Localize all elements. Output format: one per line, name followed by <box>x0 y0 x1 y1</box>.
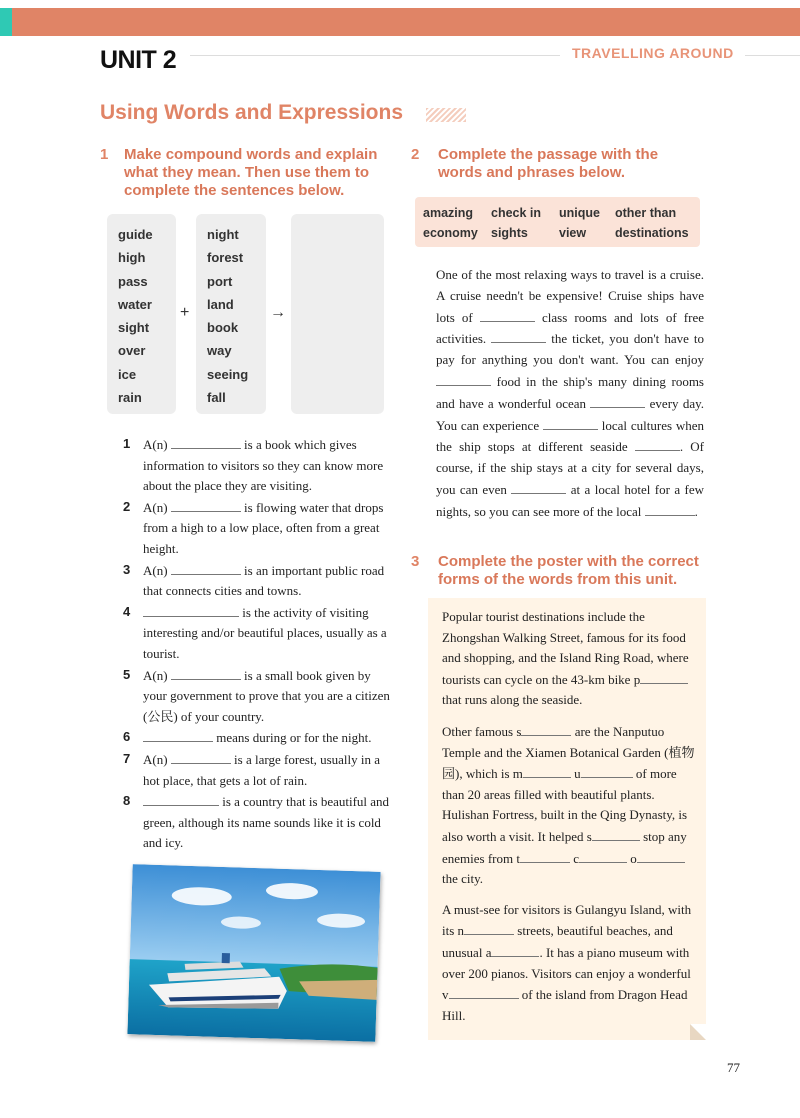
passage-text: every day. You can experience <box>436 395 705 433</box>
poster-text: the city. <box>442 871 484 887</box>
word-column-2 <box>207 223 248 409</box>
page-number: 77 <box>727 1060 740 1075</box>
word-bank-item: economy <box>423 226 478 240</box>
task2-number: 2 <box>411 146 420 163</box>
poster-paragraph <box>442 721 700 890</box>
answer-blank[interactable] <box>143 791 219 806</box>
answer-blank[interactable] <box>449 984 519 999</box>
answer-blank[interactable] <box>511 479 566 494</box>
list-item <box>123 791 393 854</box>
arrow-right-icon: → <box>270 304 286 321</box>
task2-instruction-line: Complete the passage with the <box>438 146 659 163</box>
answer-blank[interactable] <box>171 434 241 449</box>
task1-instruction-line: Make compound words and explain <box>124 146 378 163</box>
answer-blank[interactable] <box>480 307 535 322</box>
item-prefix: A(n) <box>143 667 168 683</box>
task1-sentences <box>123 434 393 854</box>
item-text: is the activity of visiting interesting and/or beautiful places, usually as a tourist. <box>143 604 387 661</box>
answer-blank[interactable] <box>521 721 571 736</box>
word: sight <box>118 320 150 336</box>
task2-instruction-line: words and phrases below. <box>438 164 625 181</box>
poster-text: A must-see for visitors is Gulangyu Island, with its n <box>442 901 692 939</box>
task2-instruction <box>438 146 658 182</box>
item-number: 6 <box>123 729 131 745</box>
poster-paragraph <box>442 607 700 711</box>
passage-text: class rooms and lots of free activities. <box>436 309 705 347</box>
poster-text: o <box>627 850 637 866</box>
xiamen-poster <box>442 607 700 1036</box>
word-column-1 <box>118 223 153 409</box>
task1-instruction-line: complete the sentences below. <box>124 182 345 199</box>
poster-text: of more than 20 areas filled with beautiful plants. Hulishan Fortress, built in the Qing Dynasty, is also worth a visit. It helped s <box>442 766 688 844</box>
plus-sign: + <box>180 304 190 321</box>
task1-number: 1 <box>100 146 109 163</box>
answer-blank[interactable] <box>491 942 539 957</box>
answer-blank[interactable] <box>590 393 645 408</box>
item-number: 3 <box>123 561 131 577</box>
item-text: is a large forest, usually in a hot place, that gets a lot of rain. <box>143 751 381 788</box>
word: way <box>207 343 232 359</box>
item-number: 5 <box>123 666 131 682</box>
answer-blank[interactable] <box>171 749 231 764</box>
word: pass <box>118 273 148 289</box>
answer-blank[interactable] <box>645 501 695 516</box>
word: ice <box>118 366 137 382</box>
answer-blank[interactable] <box>464 920 514 935</box>
word: night <box>207 227 239 242</box>
word: seeing <box>207 366 249 382</box>
answer-blank[interactable] <box>171 497 241 512</box>
poster-paragraph <box>442 900 700 1027</box>
answer-blank[interactable] <box>171 560 241 575</box>
word: land <box>207 296 234 312</box>
item-number: 2 <box>123 498 131 514</box>
poster-text: . It has a piano museum with over 200 pianos. Visitors can enjoy a wonderful v <box>442 944 691 1003</box>
list-item <box>123 665 393 728</box>
passage-text: local cultures when the ship stops at different seaside <box>436 417 705 455</box>
answer-blank[interactable] <box>523 763 571 778</box>
word: high <box>118 250 146 266</box>
list-item <box>123 434 393 497</box>
list-item <box>123 727 393 749</box>
header-rule-right <box>745 55 800 56</box>
cruise-ship-illustration <box>127 864 380 1042</box>
task3-instruction <box>438 553 699 589</box>
item-text: is an important public road that connects cities and towns. <box>143 562 385 599</box>
answer-blank[interactable] <box>491 328 546 343</box>
passage-text: the ticket, you don't have to pay for anything you don't want. You can enjoy <box>436 331 704 368</box>
word: book <box>207 320 239 336</box>
word: fall <box>207 390 226 406</box>
poster-text: stop any enemies from t <box>442 828 687 866</box>
answer-blank[interactable] <box>143 602 239 617</box>
item-prefix: A(n) <box>143 499 168 515</box>
item-text: is a small book given by your government to prove that you are a citizen (公民) of your country. <box>143 667 390 724</box>
passage-text: food in the ship's many dining rooms and have a wonderful ocean <box>436 373 704 411</box>
answer-blank[interactable] <box>637 848 685 863</box>
item-text: is a book which gives information to visitors so they can know more about the place they are visiting. <box>143 437 384 494</box>
list-item <box>123 497 393 560</box>
item-number: 7 <box>123 750 131 766</box>
answer-blank[interactable] <box>520 848 570 863</box>
cruise-ship-photo <box>127 864 380 1042</box>
word: rain <box>118 390 142 406</box>
word: over <box>118 343 146 359</box>
word-bank <box>415 197 700 247</box>
unit-label: UNIT 2 <box>100 46 177 74</box>
answer-blank[interactable] <box>592 826 640 841</box>
poster-text: c <box>569 850 580 866</box>
answer-blank[interactable] <box>579 848 627 863</box>
item-text: is a country that is beautiful and green, although its name sounds like it is cold and icy. <box>143 794 390 851</box>
word-bank-item: other than <box>615 206 677 220</box>
poster-text: u <box>570 766 581 782</box>
word-bank-item: sights <box>491 226 528 240</box>
passage-text: at a local hotel for a few nights, so you can see more of the local <box>436 481 705 519</box>
item-text: means during or for the night. <box>213 730 372 746</box>
item-text: is flowing water that drops from a high to a low place, often from a great height. <box>143 499 384 556</box>
task1-instruction-line: what they mean. Then use them to <box>124 164 370 181</box>
answer-blank[interactable] <box>143 727 213 742</box>
word: water <box>118 296 152 312</box>
top-banner <box>0 8 800 36</box>
answer-blank[interactable] <box>436 371 491 386</box>
poster-text: are the Nanputuo Temple and the Xiamen Botanical Garden (植物园), which is m <box>442 723 695 782</box>
passage-text: . Of course, if the ship stays at a city for several days, you can even <box>436 439 704 497</box>
passage-text: One of the most relaxing ways to travel is a cruise. A cruise needn't be expensive! Cruise ships have lots of <box>436 267 704 325</box>
list-item <box>123 602 393 665</box>
word-bank-item: unique <box>559 206 600 220</box>
header-rule-left <box>190 55 560 56</box>
task3-instruction-line: forms of the words from this unit. <box>438 571 678 588</box>
task3-instruction-line: Complete the poster with the correct <box>438 553 699 570</box>
task1-instruction <box>124 146 377 200</box>
item-prefix: A(n) <box>143 437 168 452</box>
item-number: 4 <box>123 603 131 619</box>
word-bank-item: view <box>559 226 587 240</box>
cruise-passage <box>436 265 704 523</box>
answer-blank[interactable] <box>543 415 598 430</box>
word-bank-item: destinations <box>615 226 689 240</box>
answer-box <box>291 214 384 414</box>
answer-blank[interactable] <box>581 763 633 778</box>
word: forest <box>207 250 244 266</box>
unit-title: TRAVELLING AROUND <box>572 45 734 61</box>
poster-text: streets, beautiful beaches, and unusual a <box>442 923 673 960</box>
item-prefix: A(n) <box>143 751 168 767</box>
poster-text: Other famous s <box>442 723 522 739</box>
section-decoration <box>426 108 466 122</box>
list-item <box>123 560 393 602</box>
word: port <box>207 273 233 289</box>
passage-text: . <box>694 503 698 519</box>
word-bank-item: amazing <box>423 206 474 220</box>
item-prefix: A(n) <box>143 562 168 578</box>
answer-blank[interactable] <box>171 665 241 680</box>
list-item <box>123 749 393 791</box>
word-bank-item: check in <box>491 206 542 220</box>
poster-text: that runs along the seaside. <box>442 692 583 708</box>
banner-tab <box>0 8 12 36</box>
item-number: 1 <box>123 436 131 451</box>
word: guide <box>118 227 153 242</box>
section-title: Using Words and Expressions <box>100 101 404 124</box>
answer-blank[interactable] <box>635 436 680 451</box>
poster-text: of the island from Dragon Head Hill. <box>442 987 688 1023</box>
poster-text: Popular tourist destinations include the Zhongshan Walking Street, famous for its food and shopping, and the Island Ring Road, where tourists can cycle on the 43-km bike p <box>442 609 689 687</box>
task3-number: 3 <box>411 553 420 570</box>
answer-blank[interactable] <box>640 669 688 684</box>
item-number: 8 <box>123 793 131 809</box>
